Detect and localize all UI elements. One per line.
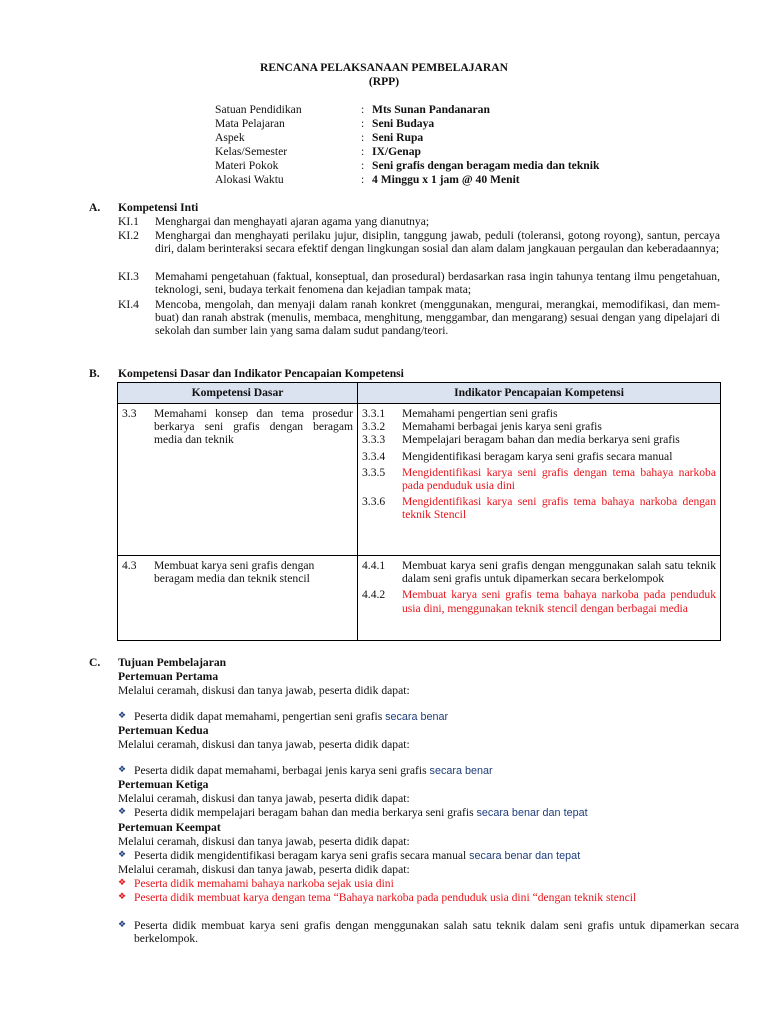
identity-value: IX/Genap xyxy=(372,145,421,158)
objective-text: Peserta didik memahami bahaya narkoba sejak usia dini xyxy=(134,877,394,890)
indicator-code: 4.4.2 xyxy=(362,588,386,602)
objective-text: Peserta didik membuat karya dengan tema “Bahaya narkoba pada penduduk usia dini “dengan teknik stencil xyxy=(134,891,637,904)
objective-item xyxy=(118,764,739,778)
kd-cell xyxy=(118,556,358,641)
identity-colon: : xyxy=(361,145,365,158)
section-b-letter: B. xyxy=(89,367,100,380)
indicator-item xyxy=(362,588,716,614)
bullet-diamond-icon: ❖ xyxy=(118,765,127,775)
indicator-item xyxy=(362,433,716,446)
table-row xyxy=(118,404,721,556)
identity-label: Aspek xyxy=(215,131,245,144)
identity-colon: : xyxy=(361,173,365,186)
identity-label: Alokasi Waktu xyxy=(215,173,284,186)
ki-code: KI.2 xyxy=(118,229,139,242)
identity-colon: : xyxy=(361,131,365,144)
indicator-text: Mengidentifikasi karya seni grafis dengan tema bahaya narkoba pada penduduk usia dini xyxy=(402,465,716,493)
objective-item xyxy=(118,849,739,863)
indicator-item xyxy=(362,407,716,420)
meeting-heading: Pertemuan Pertama xyxy=(118,670,219,683)
objective-item xyxy=(118,710,739,724)
kd-text: Membuat karya seni grafis dengan beragam media dan teknik stencil xyxy=(154,559,315,586)
indicator-item xyxy=(362,559,716,585)
objective-emphasis: secara benar xyxy=(385,711,449,723)
identity-value: Seni grafis dengan beragam media dan teknik xyxy=(372,159,600,172)
indicator-item xyxy=(362,420,716,433)
bullet-diamond-icon: ❖ xyxy=(118,807,127,817)
section-c-letter: C. xyxy=(89,656,101,669)
bullet-diamond-icon: ❖ xyxy=(118,711,127,721)
indicator-code: 3.3.4 xyxy=(362,449,386,463)
identity-value: Seni Budaya xyxy=(372,117,435,130)
ki-text: Menghargai dan menghayati perilaku jujur, disiplin, tanggung jawab, peduli (toleransi, gotong royong), santun, percaya diri, dalam berinteraksi secara efektif dengan lingkungan sosial dan alam dalam jangkauan pergaulan dan keberadaannya; xyxy=(155,229,720,256)
objective-emphasis: secara benar dan tepat xyxy=(476,807,588,819)
indicator-text: Memahami berbagai jenis karya seni grafis xyxy=(402,420,602,434)
section-b-title: Kompetensi Dasar dan Indikator Pencapaian Kompetensi xyxy=(118,367,404,380)
meeting-heading: Pertemuan Keempat xyxy=(118,821,221,834)
objective-text: Peserta didik membuat karya seni grafis dengan menggunakan salah satu teknik dalam seni grafis untuk dipamerkan secara berkelompok. xyxy=(134,919,739,946)
indicator-cell xyxy=(358,556,721,641)
competency-table xyxy=(117,382,721,641)
ki-text: Mencoba, mengolah, dan menyaji dalam ranah konkret (menggunakan, mengurai, merangkai, memodifikasi, dan mem-buat) dan ranah abstrak (menulis, membaca, menghitung, menggambar, dan mengarang) sesuai dengan yang dipelajari di sekolah dan sumber lain yang sama dalam sudut pandang/teori. xyxy=(155,298,720,338)
bullet-diamond-icon: ❖ xyxy=(118,850,127,860)
ki-code: KI.3 xyxy=(118,270,139,283)
ki-code: KI.4 xyxy=(118,298,139,311)
meeting-intro: Melalui ceramah, diskusi dan tanya jawab, peserta didik dapat: xyxy=(118,835,410,848)
ki-code: KI.1 xyxy=(118,215,139,228)
table-header-ipk: Indikator Pencapaian Kompetensi xyxy=(358,383,721,404)
indicator-item xyxy=(362,495,716,521)
identity-colon: : xyxy=(361,117,365,130)
table-header-kd: Kompetensi Dasar xyxy=(118,383,358,404)
objective-item xyxy=(118,877,739,890)
indicator-code: 3.3.1 xyxy=(362,407,386,420)
meeting-heading: Pertemuan Kedua xyxy=(118,724,209,737)
identity-label: Mata Pelajaran xyxy=(215,117,285,130)
kd-text: Memahami konsep dan tema prosedur berkarya seni grafis dengan beragam media dan teknik xyxy=(154,407,353,447)
indicator-code: 3.3.5 xyxy=(362,465,386,479)
section-a-letter: A. xyxy=(89,201,101,214)
objective-text: Peserta didik dapat memahami, pengertian seni grafis xyxy=(134,710,383,723)
table-header-row xyxy=(118,383,721,404)
bullet-diamond-icon: ❖ xyxy=(118,878,127,888)
identity-label: Materi Pokok xyxy=(215,159,279,172)
indicator-code: 3.3.3 xyxy=(362,433,386,447)
meeting-intro: Melalui ceramah, diskusi dan tanya jawab, peserta didik dapat: xyxy=(118,792,410,805)
indicator-cell xyxy=(358,404,721,556)
identity-colon: : xyxy=(361,159,365,172)
objective-text: Peserta didik dapat memahami, berbagai jenis karya seni grafis xyxy=(134,764,427,777)
objective-item xyxy=(118,891,739,904)
bullet-diamond-icon: ❖ xyxy=(118,892,127,902)
doc-title: RENCANA PELAKSANAAN PEMBELAJARAN xyxy=(260,61,508,74)
identity-value: Mts Sunan Pandanaran xyxy=(372,103,490,116)
indicator-item xyxy=(362,450,716,463)
meeting-heading: Pertemuan Ketiga xyxy=(118,778,209,791)
objective-text: Peserta didik mengidentifikasi beragam karya seni grafis secara manual xyxy=(134,849,467,862)
objective-emphasis: secara benar xyxy=(429,765,493,777)
meeting-intro: Melalui ceramah, diskusi dan tanya jawab, peserta didik dapat: xyxy=(118,863,410,876)
doc-subtitle: (RPP) xyxy=(368,75,400,88)
table-row xyxy=(118,556,721,641)
kd-cell xyxy=(118,404,358,556)
meeting-intro: Melalui ceramah, diskusi dan tanya jawab, peserta didik dapat: xyxy=(118,684,410,697)
section-c-title: Tujuan Pembelajaran xyxy=(118,656,227,669)
bullet-diamond-icon: ❖ xyxy=(118,920,127,930)
identity-value: 4 Minggu x 1 jam @ 40 Menit xyxy=(372,173,520,186)
objective-emphasis: secara benar dan tepat xyxy=(469,850,581,862)
meeting-intro: Melalui ceramah, diskusi dan tanya jawab, peserta didik dapat: xyxy=(118,738,410,751)
indicator-text: Mengidentifikasi beragam karya seni grafis secara manual xyxy=(402,449,673,463)
indicator-code: 4.4.1 xyxy=(362,559,386,572)
objective-item xyxy=(118,919,739,945)
indicator-code: 3.3.2 xyxy=(362,420,386,434)
indicator-code: 3.3.6 xyxy=(362,495,386,509)
indicator-item xyxy=(362,466,716,492)
ki-text: Memahami pengetahuan (faktual, konseptual, dan prosedural) berdasarkan rasa ingin tahunya tentang ilmu pengetahuan, teknologi, seni, budaya terkait fenomena dan kejadian tampak mata; xyxy=(155,270,720,297)
indicator-text: Mempelajari beragam bahan dan media berkarya seni grafis xyxy=(402,433,680,447)
kd-code: 4.3 xyxy=(122,559,137,572)
indicator-text: Memahami pengertian seni grafis xyxy=(402,407,558,420)
identity-colon: : xyxy=(361,103,365,116)
identity-value: Seni Rupa xyxy=(372,131,424,144)
indicator-text: Mengidentifikasi karya seni grafis tema bahaya narkoba dengan teknik Stencil xyxy=(402,495,716,522)
ki-text: Menghargai dan menghayati ajaran agama yang dianutnya; xyxy=(155,215,430,228)
section-a-title: Kompetensi Inti xyxy=(118,201,199,214)
indicator-text: Membuat karya seni grafis dengan menggunakan salah satu teknik dalam seni grafis untuk dipamerkan secara berkelompok xyxy=(402,559,716,586)
objective-text: Peserta didik mempelajari beragam bahan dan media berkarya seni grafis xyxy=(134,806,474,819)
identity-label: Kelas/Semester xyxy=(215,145,288,158)
identity-label: Satuan Pendidikan xyxy=(215,103,302,116)
kd-code: 3.3 xyxy=(122,407,137,420)
objective-item xyxy=(118,806,739,820)
indicator-text: Membuat karya seni grafis tema bahaya narkoba pada penduduk usia dini, menggunakan teknik stencil dengan berbagai media xyxy=(402,588,716,615)
